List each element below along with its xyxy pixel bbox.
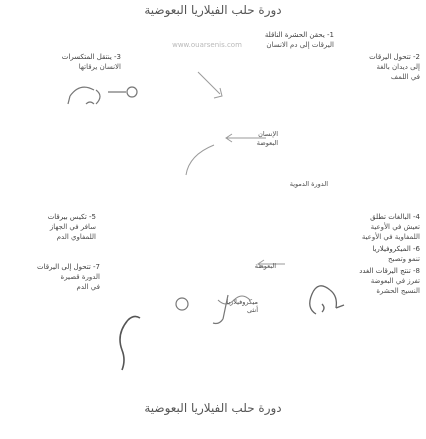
step-1-line-1: 1- يحقن الحشرة الناقلة (264, 31, 334, 39)
step-8-line-2: تفرز في البعوضة (370, 277, 420, 285)
adult-worm-sketch-left (120, 316, 140, 370)
step-6-line-2: تنمو وتصبح (388, 255, 420, 263)
step-2-text (340, 52, 420, 82)
step-8-text (320, 266, 420, 296)
step-1-text (234, 30, 334, 50)
step-4-line-3: اللمفاوية في الأوعية (361, 233, 420, 241)
step-3-line-1: 3- ينتقل المتكسرات (61, 53, 121, 61)
step-4-line-2: تعيش في الأوعية (370, 223, 420, 231)
microfilaria-sketch-bottom (176, 295, 228, 324)
step-6-text (320, 244, 420, 264)
step-5-text (16, 212, 96, 242)
step-7-line-1: 7- تتحول إلى اليرقات (37, 263, 100, 271)
step-1-line-2: اليرقات إلى دم الانسان (266, 41, 334, 49)
step-7-line-2: الدورة قصيرة (60, 273, 100, 281)
step-2-line-1: 2- تتحول اليرقات (369, 53, 420, 61)
step-7-text (8, 262, 100, 292)
step-2-line-3: في اللمف (390, 73, 420, 81)
watermark: www.ouarsenis.com (172, 41, 242, 49)
label-microfilaria-lower: ميكروفيلاريا (226, 298, 258, 306)
label-human-upper: الإنسان البعوضة (256, 130, 278, 147)
step-6-line-1: 6- الميكروفيلاريا (372, 245, 420, 253)
step-7-line-3: في الدم (76, 283, 100, 291)
larva-sketch-top-left (68, 87, 137, 104)
label-blood-note: الدورة الدموية (289, 180, 328, 188)
step-3-line-2: الانسان يرقاتها (78, 63, 121, 71)
step-4-text (320, 212, 420, 242)
step-2-line-2: إلى ديدان بالغة (376, 63, 420, 71)
step-8-line-3: النسيج الحشرة (376, 287, 420, 295)
step-5-line-2: سافر في الجهاز (49, 223, 96, 231)
footer-title: دورة حلب الفيلاريا البعوضية (144, 401, 282, 415)
label-mosquito-lower: البعوضة (254, 262, 276, 270)
step-3-text (11, 52, 121, 72)
cycle-arrows (186, 72, 285, 268)
step-5-line-1: 5- تكيس بيرقات (47, 213, 96, 221)
label-female-lower: أنثى (247, 306, 258, 314)
step-5-line-3: اللمفاوي الدم (56, 233, 96, 241)
diagram-title: دورة حلب الفيلاريا البعوضية (144, 3, 282, 17)
step-4-line-1: 4- البالغات تطلق (370, 213, 420, 221)
step-8-line-1: 8- تنتج اليرقات الغدد (359, 267, 420, 275)
